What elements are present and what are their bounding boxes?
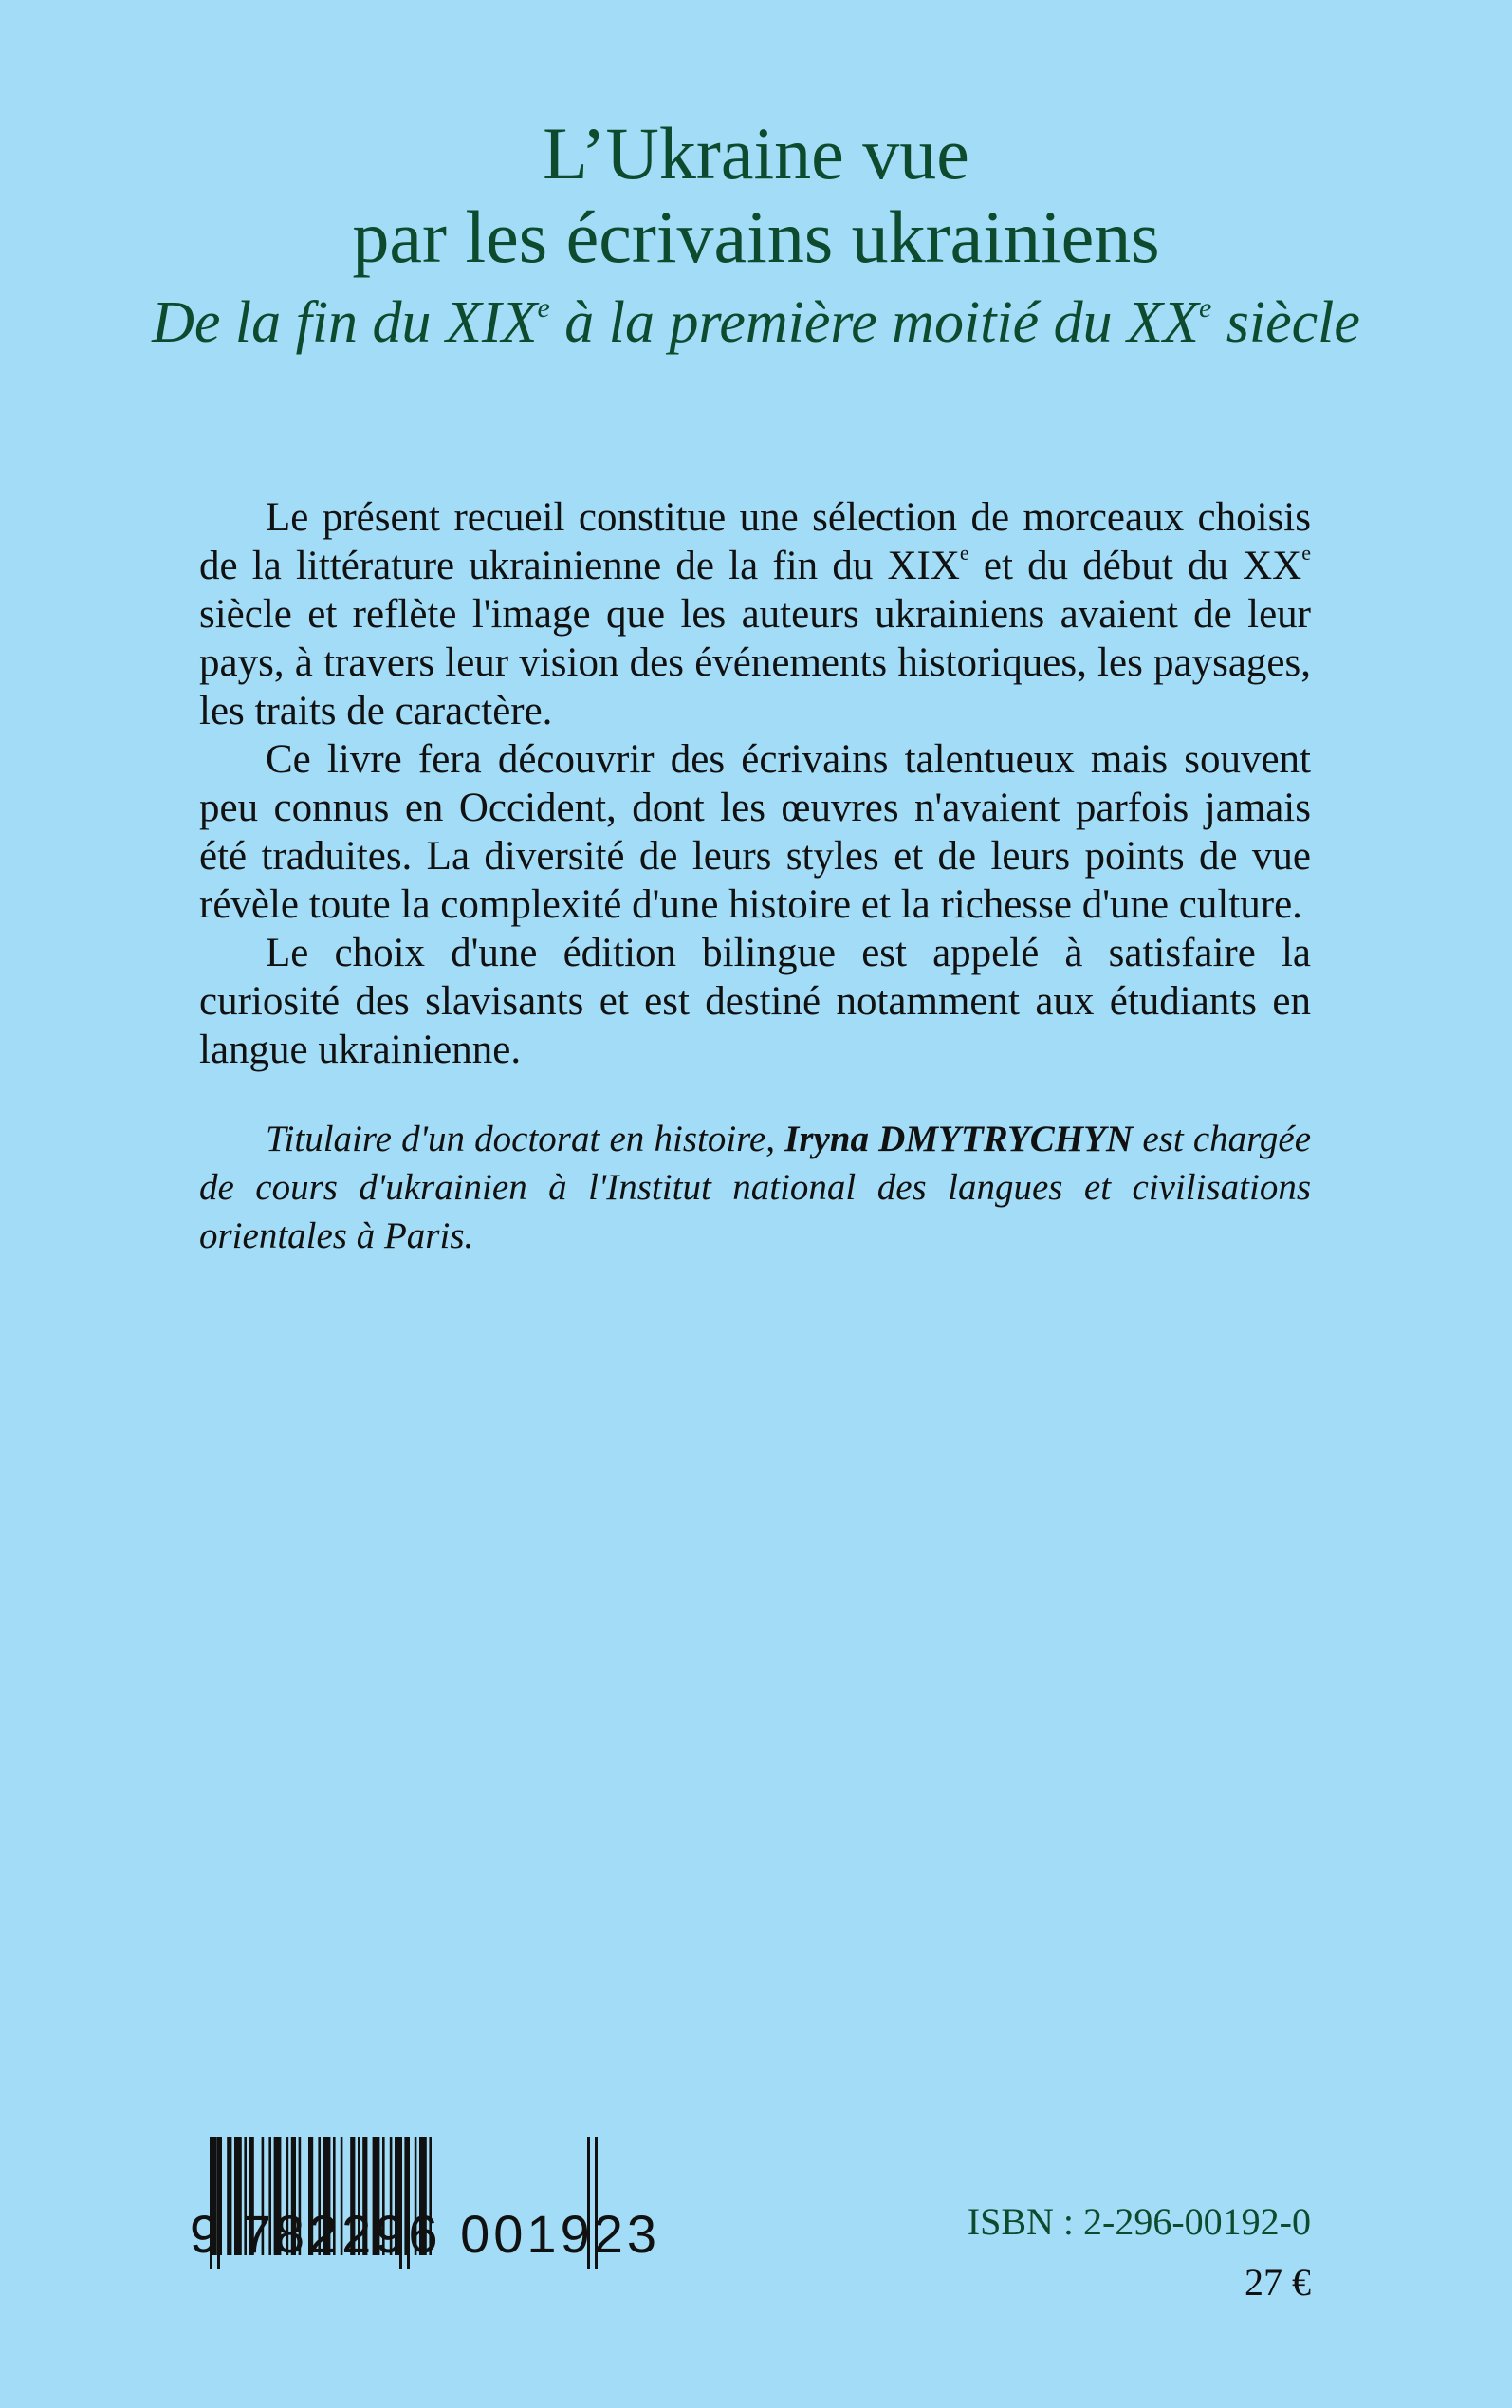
title-block xyxy=(0,112,1512,357)
p1-part-b: et du début du XX xyxy=(968,544,1302,588)
p1-sup-2: e xyxy=(1301,541,1311,565)
book-title-line-2: par les écrivains ukrainiens xyxy=(352,195,1160,278)
p1-sup-1: e xyxy=(959,541,969,565)
isbn-number: ISBN : 2-296-00192-0 xyxy=(967,2200,1311,2243)
author-bio xyxy=(199,1115,1311,1260)
blurb-text xyxy=(199,493,1311,1074)
subtitle-sup-1: e xyxy=(537,292,550,324)
bio-before: Titulaire d'un doctorat en histoire, xyxy=(266,1119,785,1159)
subtitle-part-3: siècle xyxy=(1211,290,1360,355)
blurb-paragraph-3: Le choix d'une édition bilingue est appelé à satisfaire la curiosité des slavisants et est destiné notamment aux étudiants en langue ukrainienne. xyxy=(199,931,1311,1072)
blurb-paragraph-2: Ce livre fera découvrir des écrivains talentueux mais souvent peu connus en Occident, dont les œuvres n'avaient parfois jamais été traduites. La diversité de leurs styles et de leurs points de vue révèle toute la complexité d'une histoire et la richesse d'une culture. xyxy=(199,737,1311,927)
blurb-paragraph-1 xyxy=(199,493,1311,735)
book-title-line-1: L’Ukraine vue xyxy=(543,112,969,194)
bio-after: est chargée de cours d'ukrainien à l'Institut national des langues et civilisations orientales à Paris. xyxy=(199,1119,1311,1256)
p1-part-a: Le présent recueil constitue une sélection de morceaux choisis de la littérature ukrainienne de la fin du XIX xyxy=(199,495,1311,588)
price: 27 € xyxy=(1245,2261,1311,2304)
subtitle-part-2: à la première moitié du XX xyxy=(549,290,1199,355)
author-name: Iryna DMYTRYCHYN xyxy=(784,1119,1134,1159)
subtitle-part-1: De la fin du XIX xyxy=(152,290,538,355)
p1-part-c: siècle et reflète l'image que les auteurs ukrainiens avaient de leur pays, à travers leur vision des événements historiques, les paysages, les traits de caractère. xyxy=(199,592,1311,733)
subtitle-sup-2: e xyxy=(1198,292,1212,324)
book-subtitle xyxy=(0,288,1512,357)
barcode-digits: 9 782296 001923 xyxy=(190,2204,660,2264)
